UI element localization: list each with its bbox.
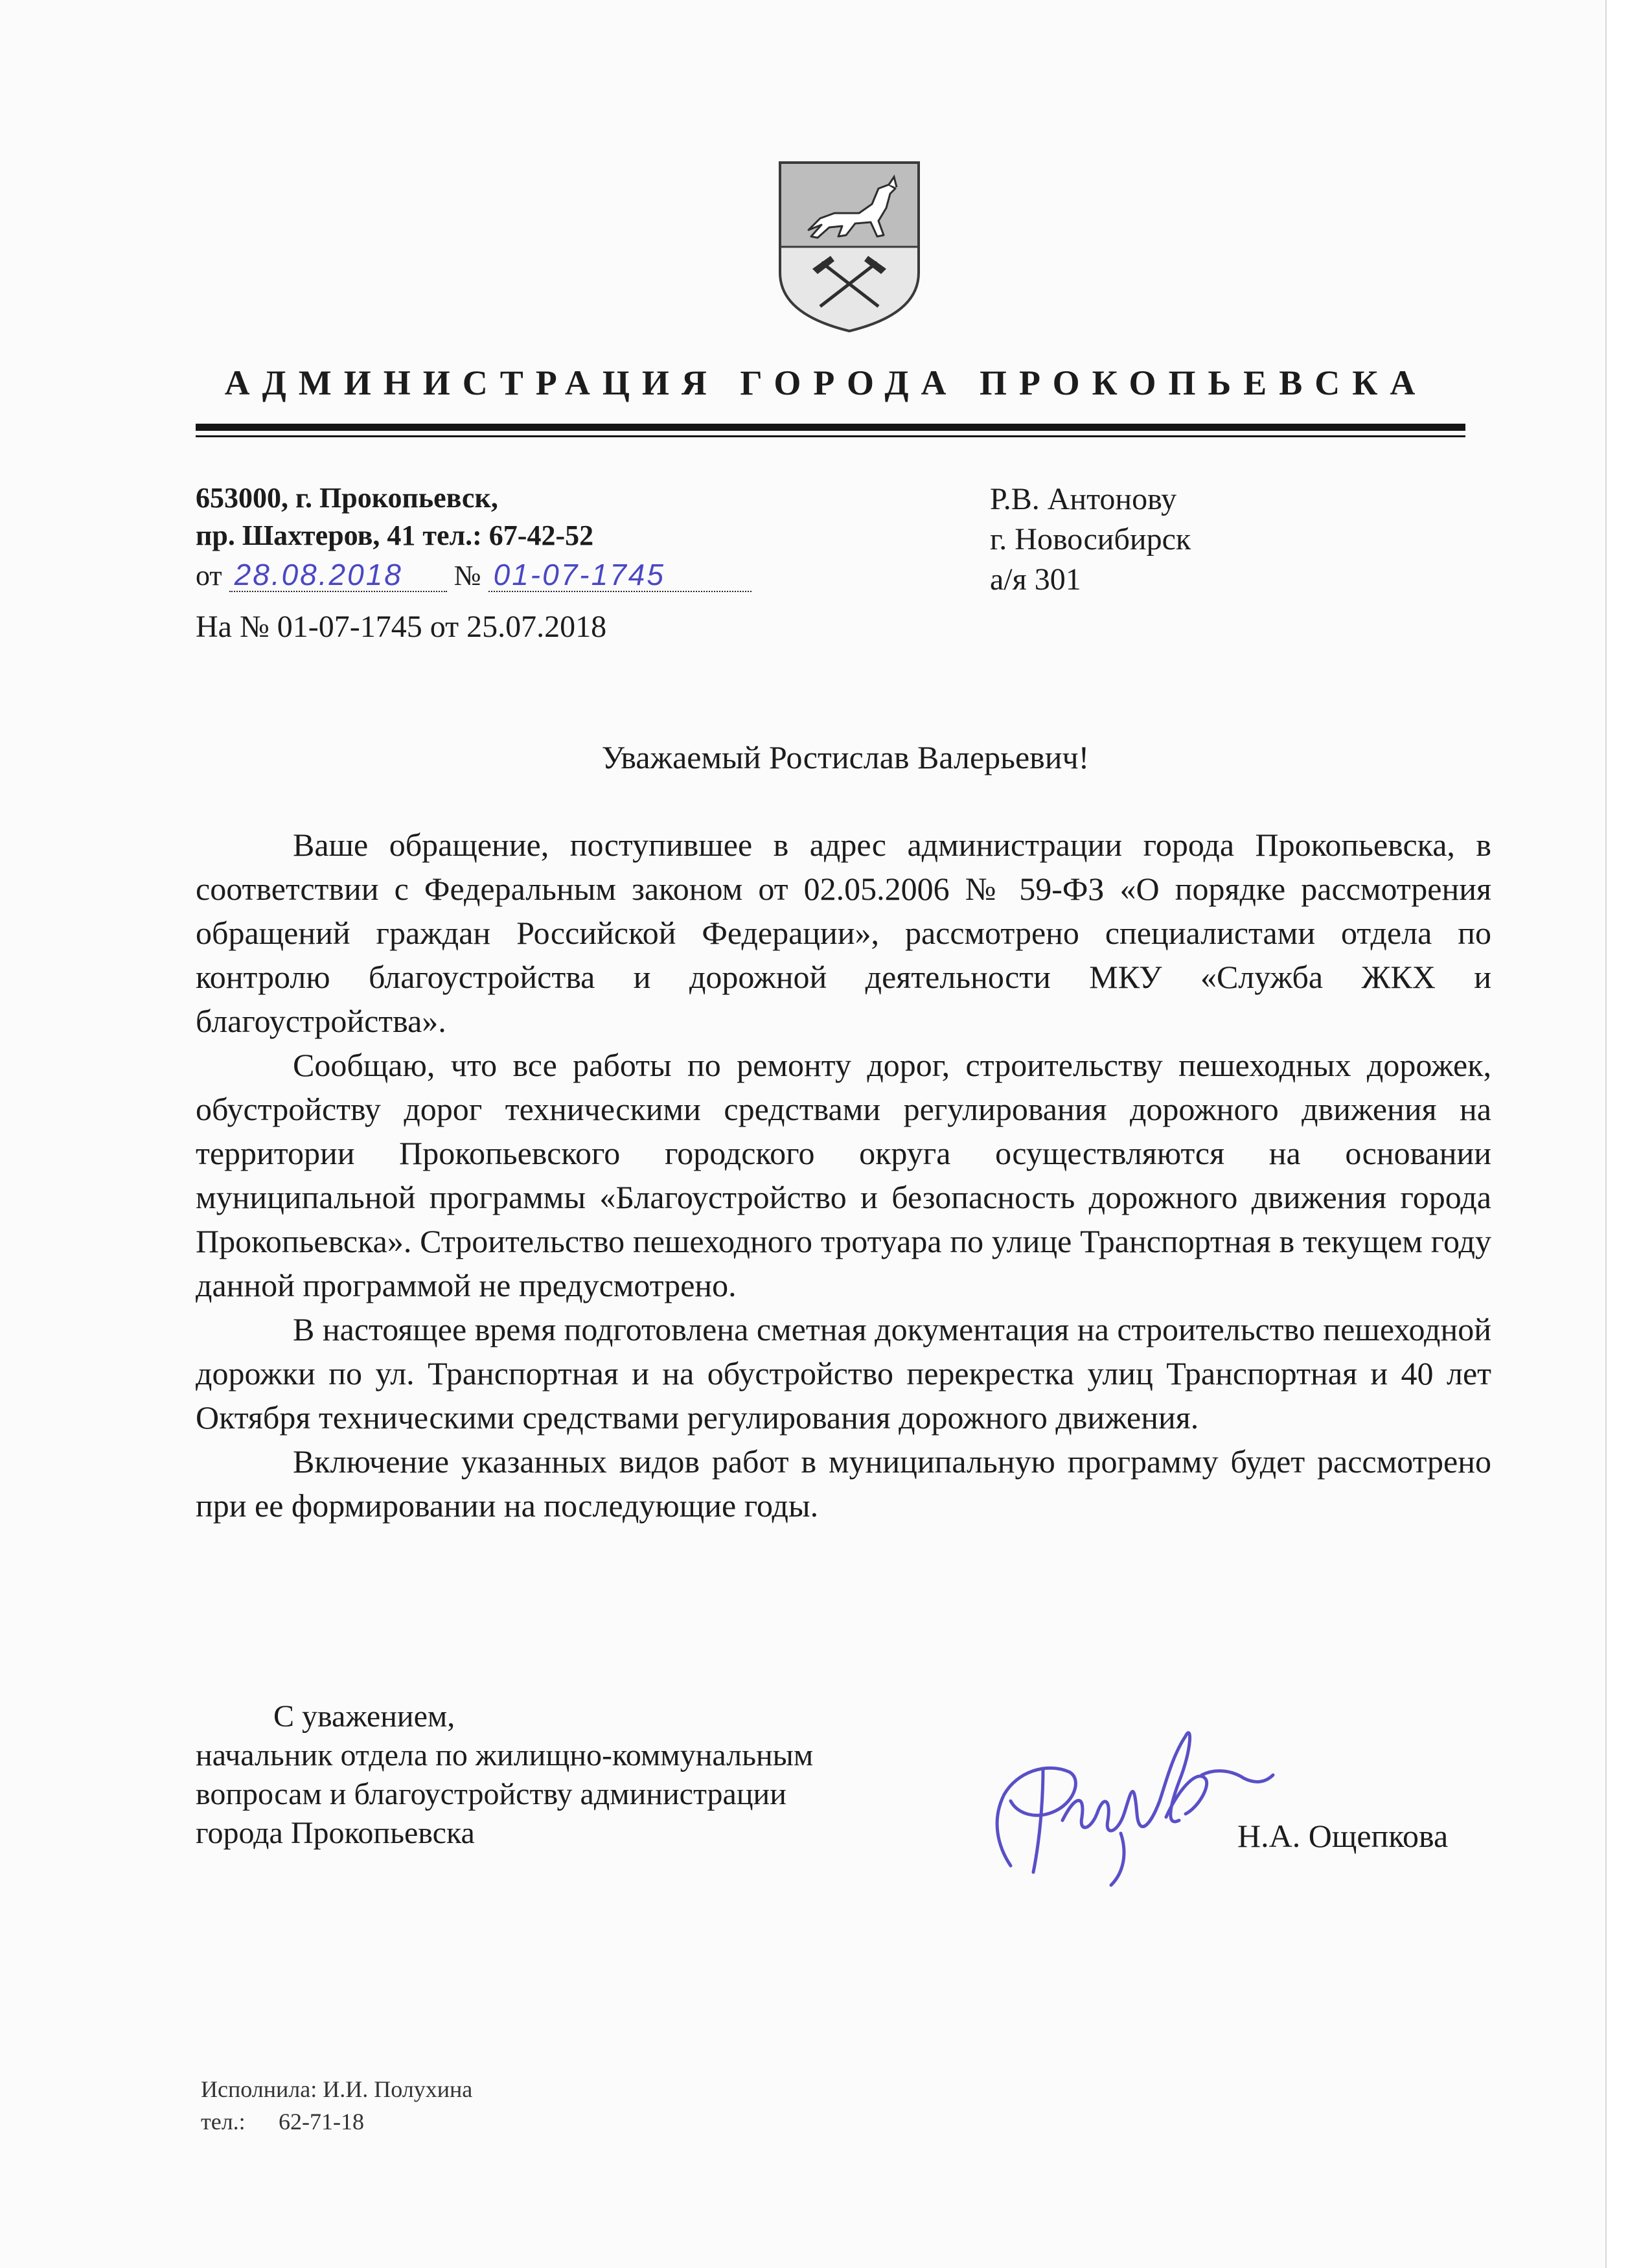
executor-phone-label: тел.:: [201, 2109, 246, 2135]
body-paragraph: Включение указанных видов работ в муниципальную программу будет рассмотрено при ее формировании на последующие годы.: [196, 1443, 1491, 1524]
page-edge: [1605, 0, 1652, 2268]
outgoing-date: 28.08.2018: [229, 558, 447, 592]
addressee-city: г. Новосибирск: [990, 522, 1191, 556]
signer-position-line2: вопросам и благоустройству администрации: [196, 1777, 786, 1811]
sender-address: [196, 479, 593, 555]
prokopyevsk-coat-of-arms-icon: [775, 159, 924, 335]
signer-name: Н.А. Ощепкова: [1237, 1818, 1449, 1854]
reference-number: На № 01-07-1745 от 25.07.2018: [196, 610, 607, 644]
executor-phone: 62-71-18: [279, 2109, 364, 2135]
date-prefix: от: [196, 560, 222, 591]
handwritten-signature-icon: [972, 1697, 1276, 1892]
outgoing-number: 01-07-1745: [488, 558, 751, 592]
signer-position-line1: начальник отдела по жилищно-коммунальным: [196, 1738, 814, 1772]
body-paragraph: Сообщаю, что все работы по ремонту дорог, строительству пешеходных дорожек, обустройству дорог техническими средствами регулирования дорожного движения на территории Прокопьевского городского округа осуществляются на основании муниципальной программы «Благоустройство и безопасность дорожного движения города Прокопьевска». Строительство пешеходного тротуара по улице Транспортная в текущем году данной программой не предусмотрено.: [196, 1047, 1491, 1303]
closing-regards: С уважением,: [273, 1699, 455, 1734]
number-prefix: №: [453, 560, 481, 591]
addressee-block: [990, 479, 1191, 600]
addressee-name: Р.В. Антонову: [990, 482, 1177, 516]
body-paragraph: Ваше обращение, поступившее в адрес администрации города Прокопьевска, в соответствии с Федеральным законом от 02.05.2006 № 59-ФЗ «О порядке рассмотрения обращений граждан Российской Федерации», рассмотрено специалистами отдела по контролю благоустройства и дорожной деятельности МКУ «Служба ЖКХ и благоустройства».: [196, 827, 1491, 1039]
registration-line: [196, 558, 751, 592]
addressee-po-box: а/я 301: [990, 562, 1081, 597]
greeting: Уважаемый Ростислав Валерьевич!: [601, 739, 1090, 775]
signer-position-line3: города Прокопьевска: [196, 1816, 475, 1850]
executor-block: [201, 2073, 472, 2138]
letter-body: [196, 823, 1491, 1528]
executor-phone-line: [201, 2105, 472, 2138]
letterhead-divider: [196, 424, 1465, 431]
sender-address-line1: 653000, г. Прокопьевск,: [196, 482, 498, 514]
closing-block: [196, 1697, 813, 1853]
organization-title: АДМИНИСТРАЦИЯ ГОРОДА ПРОКОПЬЕВСКА: [224, 363, 1428, 402]
sender-address-line2: пр. Шахтеров, 41 тел.: 67-42-52: [196, 520, 594, 551]
body-paragraph: В настоящее время подготовлена сметная документация на строительство пешеходной дорожки по ул. Транспортная и на обустройство перекрестка улиц Транспортная и 40 лет Октября техническими средствами регулирования дорожного движения.: [196, 1311, 1491, 1436]
executor-name: Исполнила: И.И. Полухина: [201, 2076, 473, 2102]
letterhead-divider-thin: [196, 435, 1465, 437]
